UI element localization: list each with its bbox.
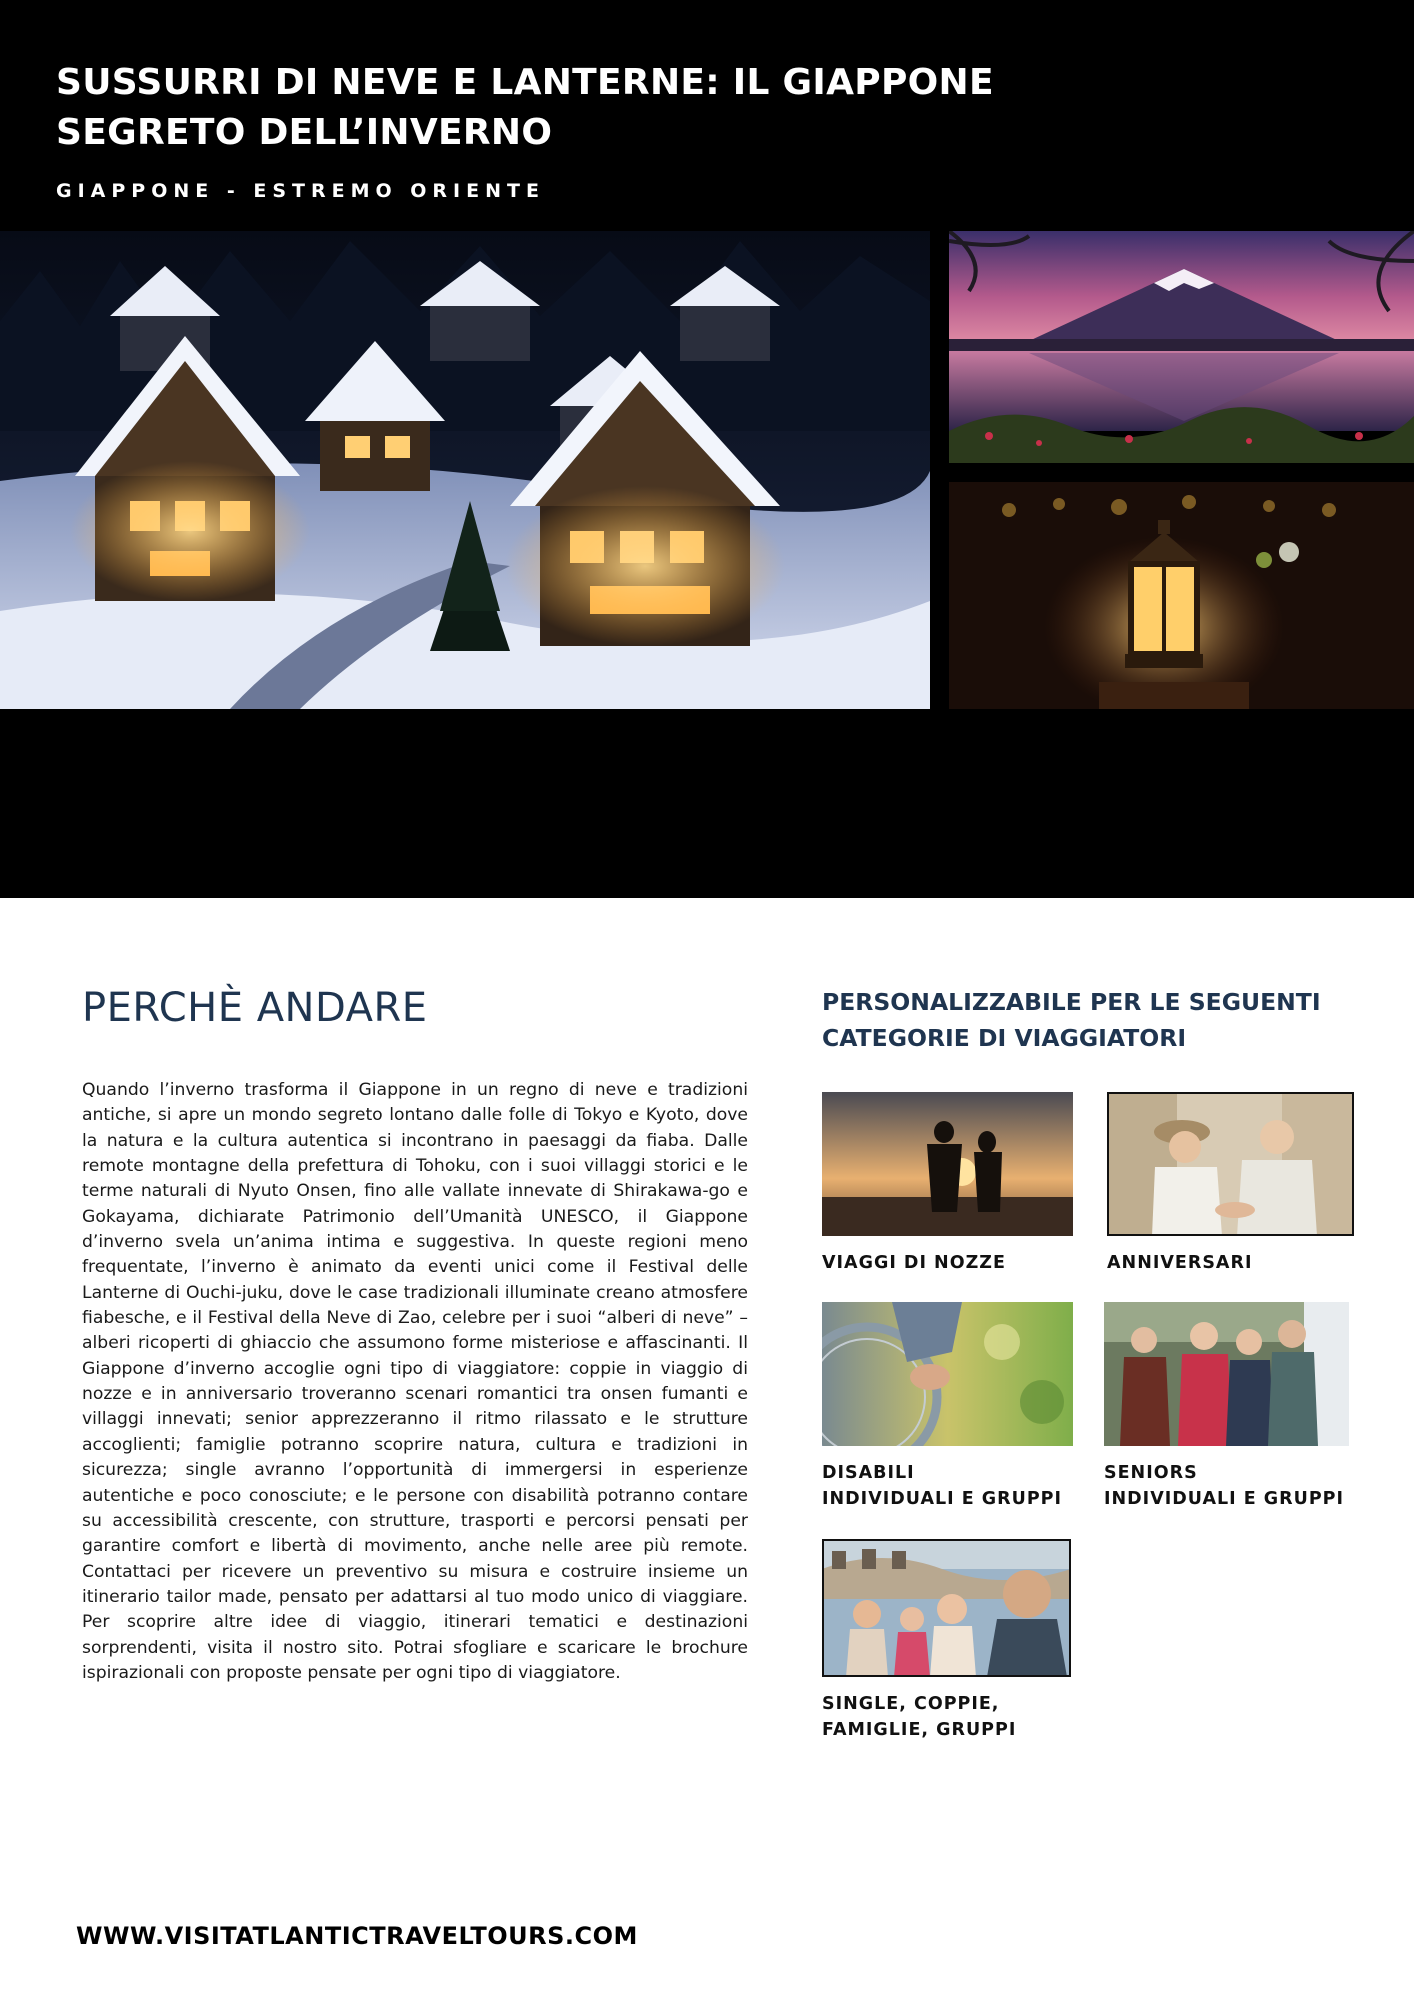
hero-banner [0, 0, 1414, 898]
website-link[interactable]: WWW.VISITATLANTICTRAVELTOURS.COM [76, 1922, 638, 1950]
why-go-heading: PERCHÈ ANDARE [82, 985, 428, 1031]
category-label-anniversary [1107, 1250, 1252, 1276]
category-label-line: VIAGGI DI NOZZE [822, 1253, 1006, 1273]
categories-heading: PERSONALIZZABILE PER LE SEGUENTI CATEGORIE DI VIAGGIATORI [822, 988, 1321, 1052]
page-title: SUSSURRI DI NEVE E LANTERNE: IL GIAPPONE SEGRETO DELL’INVERNO [56, 62, 994, 153]
why-go-description: Quando l’inverno trasforma il Giappone in un regno di neve e tradizioni antiche, si apre un mondo segreto lontano dalle folle di Tokyo e Kyoto, dove la natura e la cultura autentica si incontrano in paesaggi da fiaba. Dalle remote montagne della prefettura di Tohoku, con i suoi villaggi storici e le terme naturali di Nyuto Onsen, fino alle vallate innevate di Shirakawa-go e Gokayama, dichiarate Patrimonio dell’Umanità UNESCO, il Giappone d’inverno svela un’anima intima e suggestiva. In queste regioni meno frequentate, l’inverno è animato da eventi unici come il Festival delle Lanterne di Ouchi-juku, dove le case tradizionali illuminate creano atmosfere fiabesche, e il Festival della Neve di Zao, celebre per i suoi “alberi di neve” – alberi ricoperti di ghiaccio che assumono forme misteriose e affascinanti. Il Giappone d’inverno accoglie ogni tipo di viaggiatore: coppie in viaggio di nozze e in anniversario troveranno scenari romantici tra onsen fumanti e villaggi innevati; senior apprezzeranno il ritmo rilassato e le strutture accoglienti; famiglie potranno scoprire natura, cultura e tradizioni in sicurezza; single avranno l’opportunità di immergersi in esperienze autentiche e poco conosciute; e le persone con disabilità potranno contare su accessibilità crescente, con strutture, trasporti e percorsi pensati per garantire comfort e libertà di movimento, anche nelle aree più remote. Contattaci per ricevere un preventivo su misura e costruire insieme un itinerario tailor made, pensato per adattarsi al tuo modo unico di viaggiare. Per scoprire altre idee di viaggio, itinerari tematici e destinazioni sorprendenti, visita il nostro sito. Potrai sfogliare e scaricare le brochure ispirazionali con proposte pensate per ogni tipo di viaggiatore. [82, 1080, 748, 1683]
category-label-families [822, 1691, 1016, 1743]
snow-village-photo [0, 231, 930, 709]
destination-subtitle: GIAPPONE - ESTREMO ORIENTE [56, 180, 545, 202]
families-groups-photo [822, 1539, 1071, 1677]
category-label-honeymoon [822, 1250, 1006, 1276]
category-label-disabled [822, 1460, 1062, 1512]
category-label-line: INDIVIDUALI E GRUPPI [822, 1489, 1063, 1509]
category-label-line: SENIORS [1104, 1463, 1198, 1483]
honeymoon-photo [822, 1092, 1073, 1236]
category-label-line: ANNIVERSARI [1107, 1253, 1253, 1273]
mount-fuji-lake-photo [949, 231, 1414, 463]
category-label-line: SINGLE, COPPIE, [822, 1694, 1000, 1714]
seniors-photo [1104, 1302, 1349, 1446]
anniversary-photo [1107, 1092, 1354, 1236]
disabled-travelers-photo [822, 1302, 1073, 1446]
category-label-line: DISABILI [822, 1463, 915, 1483]
category-label-line: INDIVIDUALI E GRUPPI [1104, 1489, 1345, 1509]
category-label-line: FAMIGLIE, GRUPPI [822, 1720, 1017, 1740]
lantern-photo [949, 482, 1414, 709]
category-label-seniors [1104, 1460, 1344, 1512]
